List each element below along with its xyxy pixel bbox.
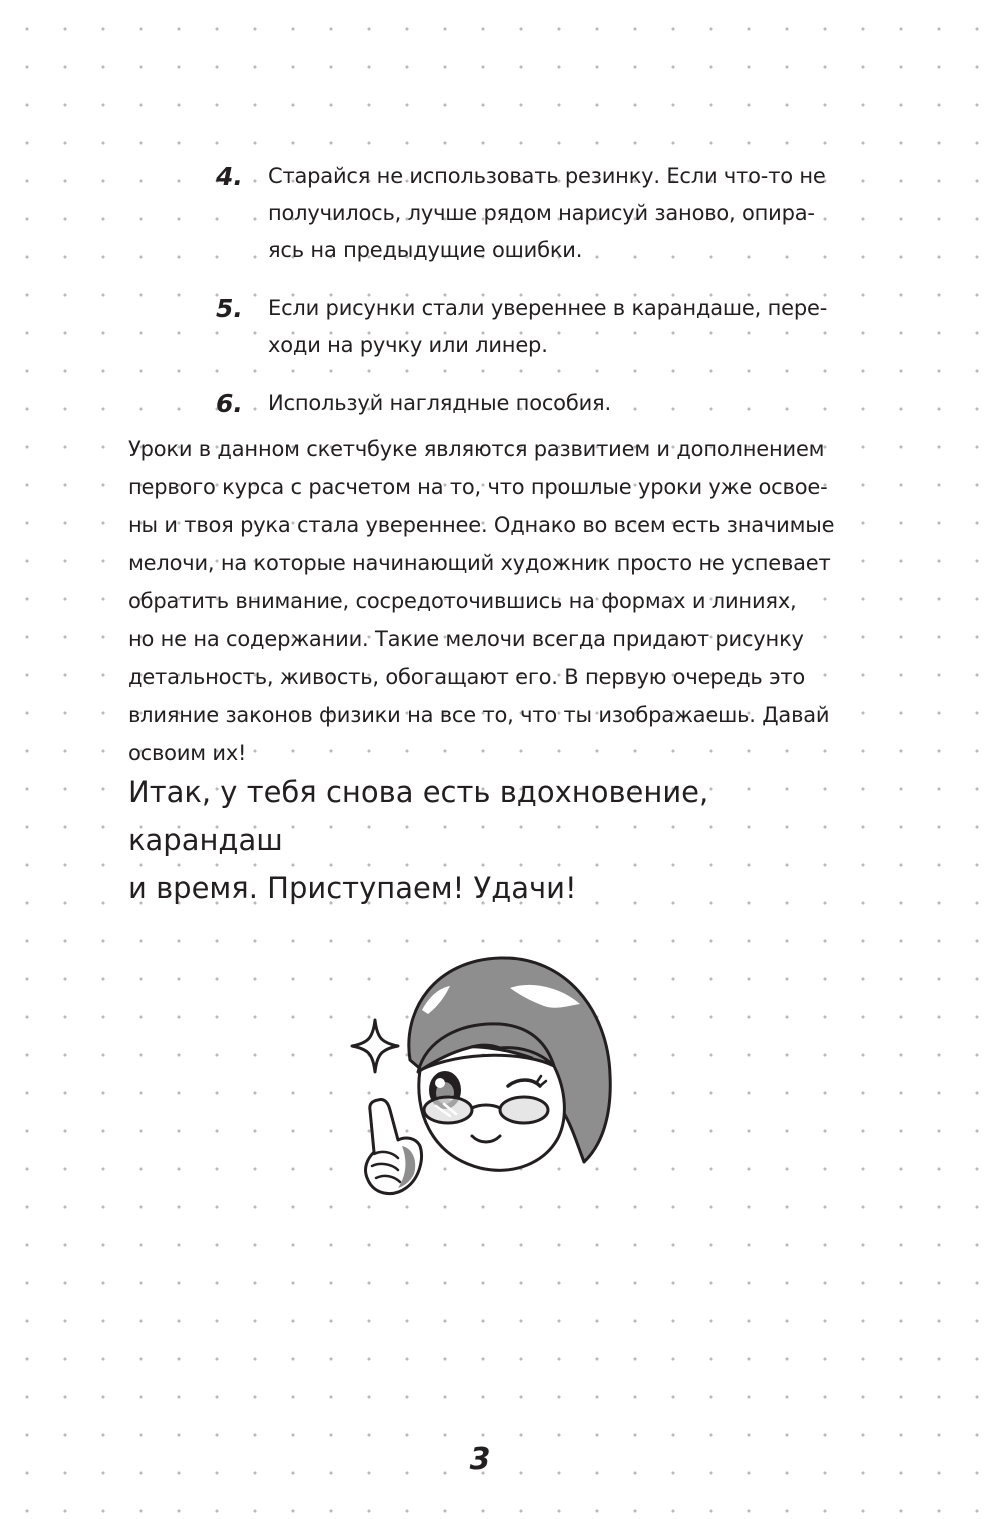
tips-list bbox=[216, 158, 846, 443]
tip-number: 4. bbox=[216, 162, 243, 191]
author-character-illustration bbox=[340, 940, 640, 1220]
tip-text: Старайся не использовать резинку. Если что-то не получилось, лучше рядом нарисуй заново, опира- ясь на предыдущие ошибки. bbox=[268, 164, 826, 262]
glasses-lens-left bbox=[424, 1097, 472, 1123]
pointing-hand bbox=[366, 1099, 422, 1193]
tip-text: Если рисунки стали увереннее в карандаше, пере- ходи на ручку или линер. bbox=[268, 296, 828, 357]
sparkle-star-icon bbox=[352, 1020, 398, 1072]
tip-item-4 bbox=[216, 158, 846, 269]
tip-item-5 bbox=[216, 290, 846, 364]
page-number: 3 bbox=[469, 1442, 491, 1477]
eye-sparkle bbox=[435, 1078, 445, 1088]
tip-text: Используй наглядные пособия. bbox=[268, 391, 611, 415]
tip-number: 5. bbox=[216, 294, 243, 323]
tip-number: 6. bbox=[216, 389, 243, 418]
lead-text: Итак, у тебя снова есть вдохновение, карандаш и время. Приступаем! Удачи! bbox=[128, 775, 709, 905]
tip-item-6 bbox=[216, 385, 846, 422]
body-paragraph: Уроки в данном скетчбуке являются развитием и дополнением первого курса с расчетом на то, что прошлые уроки уже освое- ны и твоя рука стала увереннее. Однако во всем есть значимые мелочи, на которые начинающий художник просто не успевает обратить внимание, сосредоточившись на формах и линиях, но не на содержании. Такие мелочи всегда придают рисунку детальность, живость, обогащают его. В первую очередь это влияние законов физики на все то, что ты изображаешь. Давай освоим их! bbox=[128, 437, 835, 765]
glasses-lens-right bbox=[500, 1097, 548, 1123]
